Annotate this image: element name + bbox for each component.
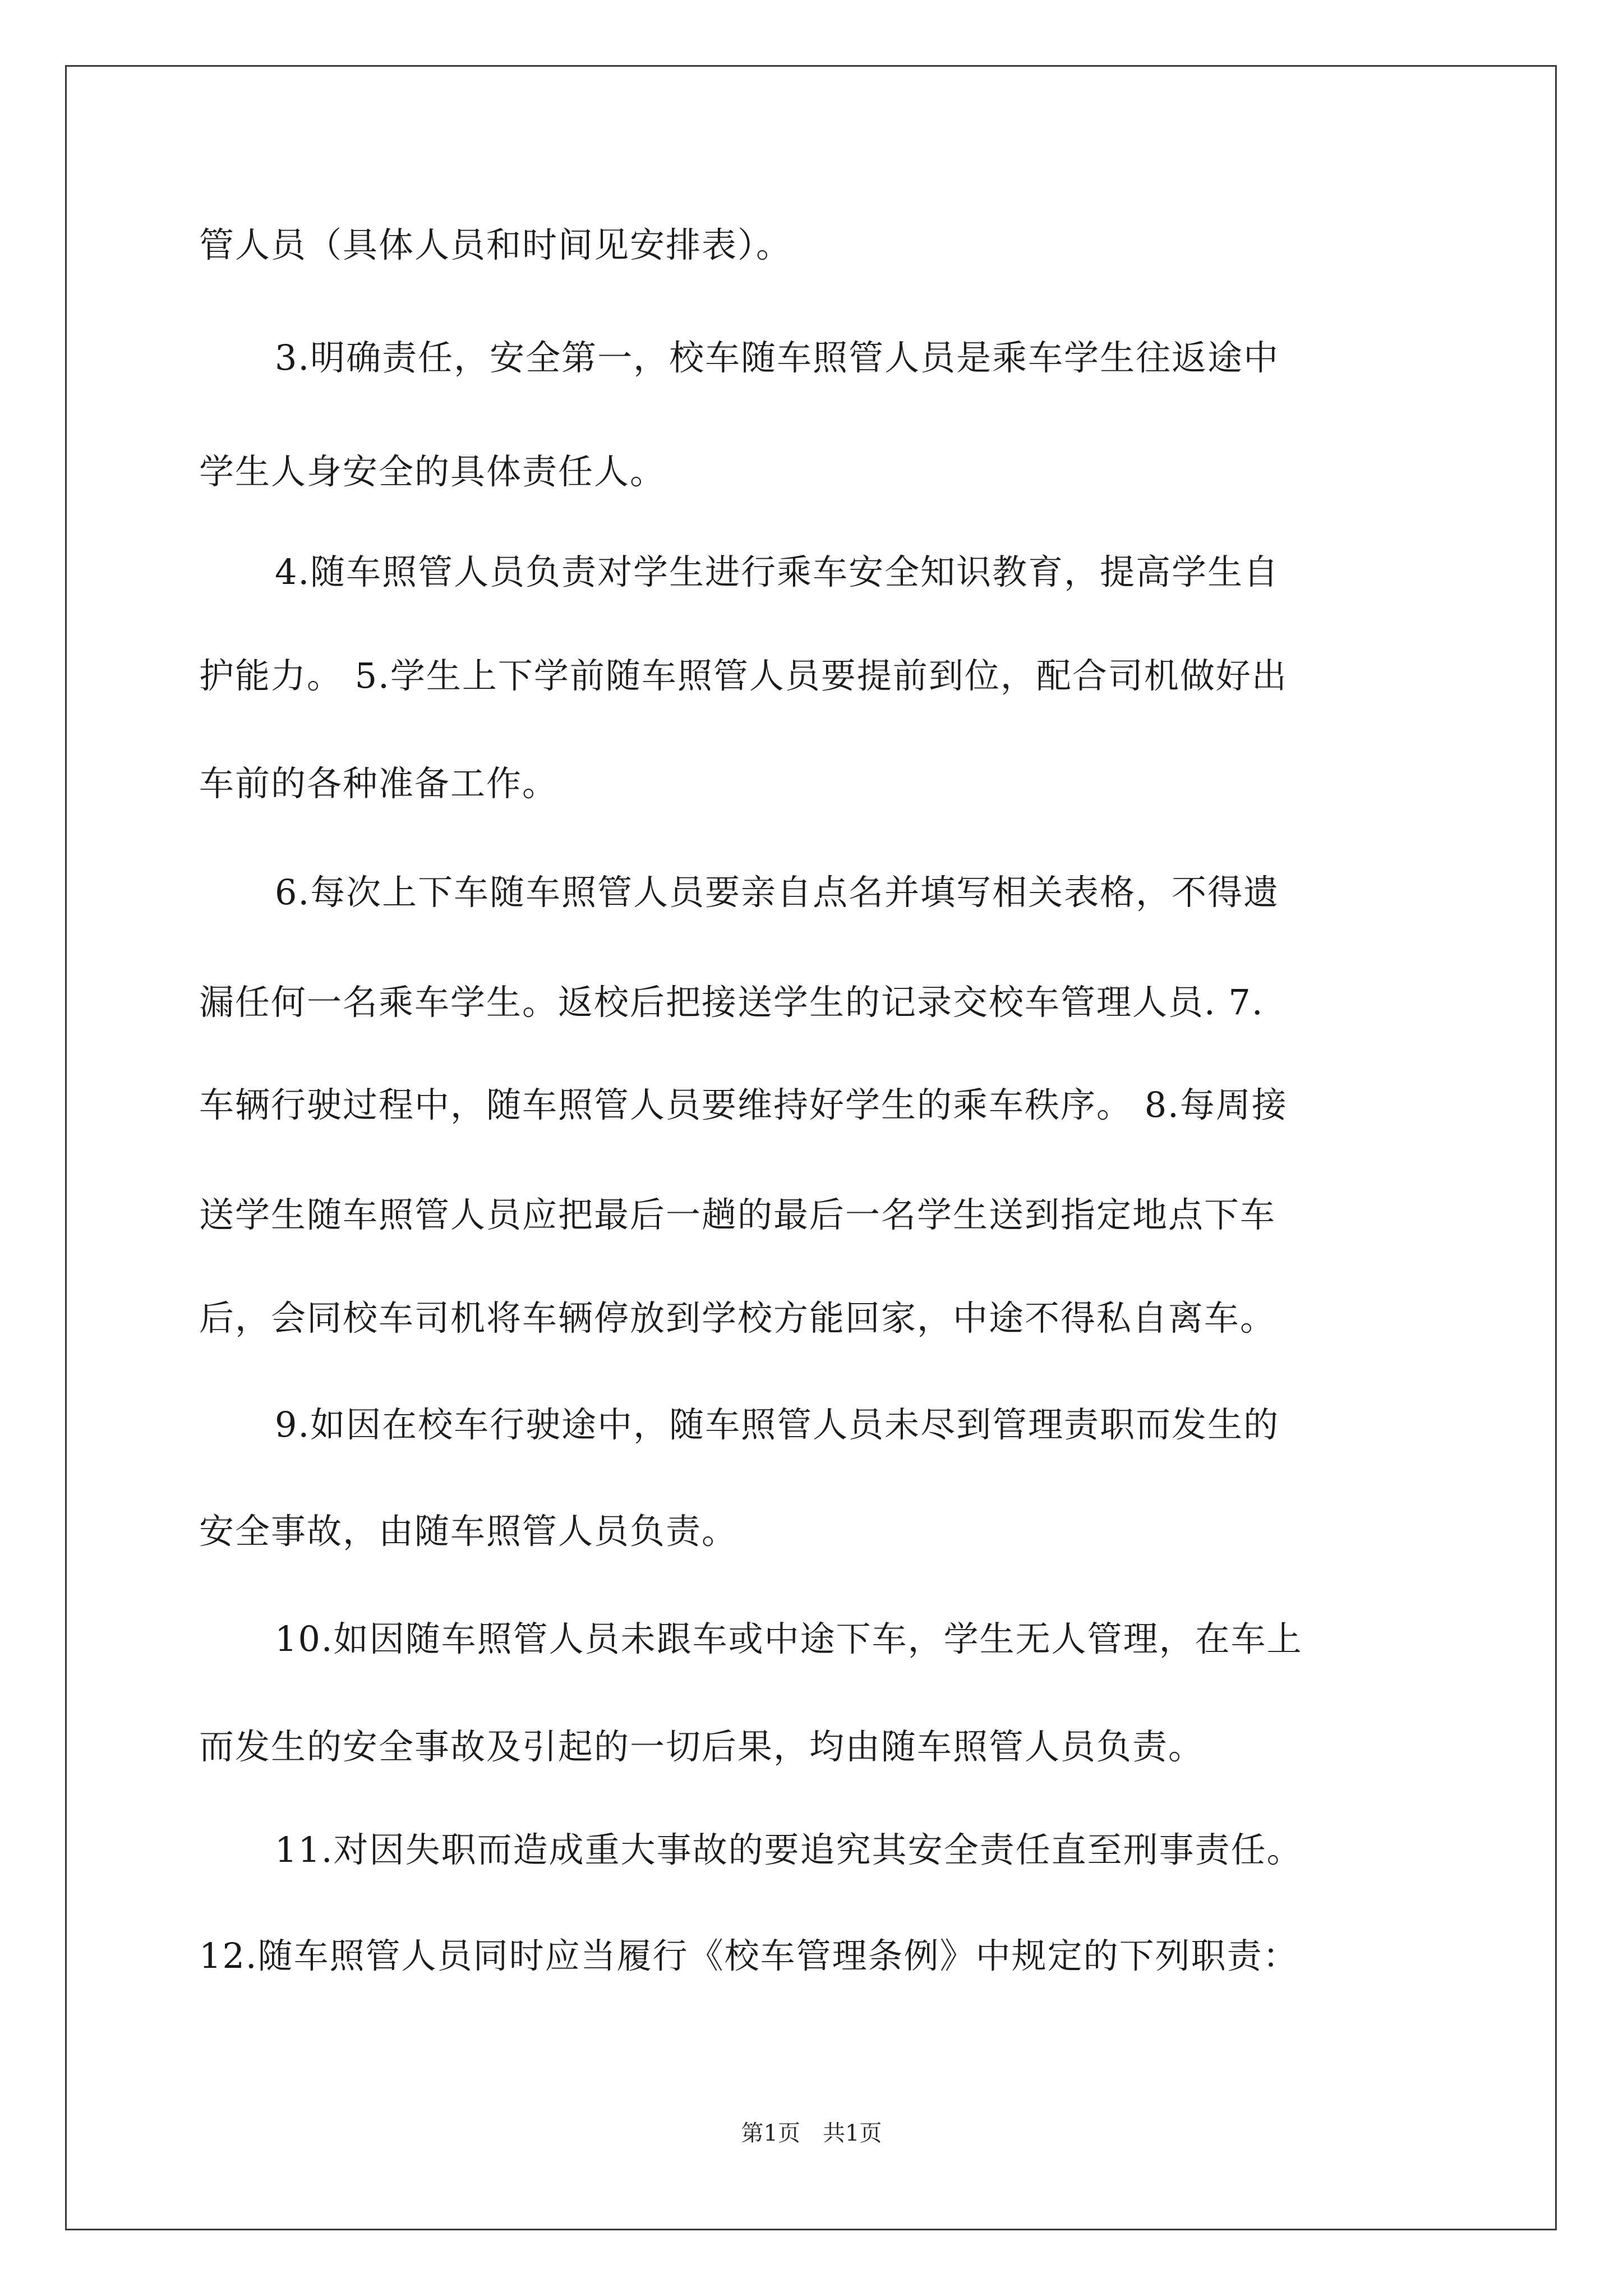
text-line: 管人员（具体人员和时间见安排表）。 xyxy=(199,224,792,265)
text-line: 后，会同校车司机将车辆停放到学校方能回家，中途不得私自离车。 xyxy=(199,1297,1276,1338)
text-line: 12.随车照管人员同时应当履行《校车管理条例》中规定的下列职责： xyxy=(199,1935,1299,1976)
text-line: 4.随车照管人员负责对学生进行乘车安全知识教育，提高学生自 xyxy=(275,551,1280,592)
text-line: 漏任何一名乘车学生。返校后把接送学生的记录交校车管理人员. 7. xyxy=(199,982,1264,1023)
text-line: 11.对因失职而造成重大事故的要追究其安全责任直至刑事责任。 xyxy=(275,1829,1303,1870)
page-border xyxy=(65,65,1557,2230)
text-line: 安全事故，由随车照管人员负责。 xyxy=(199,1511,738,1552)
text-line: 学生人身安全的具体责任人。 xyxy=(199,451,666,492)
text-line: 9.如因在校车行驶途中，随车照管人员未尽到管理责职而发生的 xyxy=(275,1404,1280,1445)
text-line: 10.如因随车照管人员未跟车或中途下车，学生无人管理，在车上 xyxy=(275,1618,1303,1659)
text-line: 6.每次上下车随车照管人员要亲自点名并填写相关表格，不得遗 xyxy=(275,872,1280,913)
text-line: 护能力。 5.学生上下学前随车照管人员要提前到位，配合司机做好出 xyxy=(199,655,1288,696)
text-line: 3.明确责任，安全第一，校车随车照管人员是乘车学生往返途中 xyxy=(275,337,1280,378)
text-line: 车辆行驶过程中，随车照管人员要维持好学生的乘车秩序。 8.每周接 xyxy=(199,1084,1288,1125)
page-number-footer: 第1页 共1页 xyxy=(741,2120,882,2146)
text-line: 而发生的安全事故及引起的一切后果，均由随车照管人员负责。 xyxy=(199,1726,1205,1767)
text-line: 车前的各种准备工作。 xyxy=(199,763,559,804)
text-line: 送学生随车照管人员应把最后一趟的最后一名学生送到指定地点下车 xyxy=(199,1194,1276,1235)
